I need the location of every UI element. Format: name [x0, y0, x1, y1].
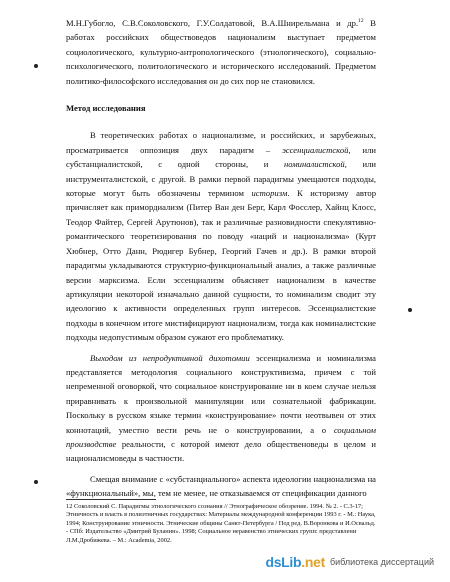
text-run: . К историзму автор причисляет как примордиализм (Питер Ван ден Берг, Карл Фосслер, Хайнц Клосс, Теодор Файтер, Сергей Арутюнов), так и различные разновидности спекулятивно-романтического теоретизирования по поводу «наций и национализма» (Курт Хюбнер, Отто Данн, Рюдигер Бубнер, Георгий Гачев и др.). В рамки второй парадигмы укладываются структурно-функциональный анализ, а также различные версии марксизма. Если эссенциализм объясняет национализм в качестве артикуляции некоторой изначально данной сущности, то номинализм сводит эту идеологию к активности определенных групп интересов. Эссенциалистские подходы в конечном итоге мистифицируют национализм, тогда как номиналистские подходы недопустимым образом сужают его проблематику. [66, 188, 376, 343]
text-run: , или инструменталистской, с другой. В рамки первой парадигмы умещаются подходы, которые могут быть обозначены термином [66, 159, 376, 199]
footnote-12: 12 Соколовский С. Парадигмы этнологического сознания // Этнографическое обозрение. 1994. № 2. - С.3-17; Этничность и власть в полиэтничных государствах: Материалы международной конференции 1993 г. - М.: Наука, 1994; Конструирование этничности. Этнические общины Санкт-Петербурга / Под ред. В.Воронкова и И.Освальд. - СПб: Издательство «Дмитрий Буланин». 1998; Социальное неравенство этнических групп: представлени [66, 503, 376, 536]
watermark-caption: библиотека диссертаций [329, 557, 434, 567]
paragraph-paradigms [66, 128, 376, 344]
emphasis: историзм [251, 188, 288, 199]
footnote-ref: 12 [358, 18, 364, 25]
footnotes [66, 499, 376, 545]
logo-suffix: .net [301, 554, 325, 570]
emphasis: номиналистской [283, 159, 345, 170]
text-run: В теоретических работах о национализме, и российских, и зарубежных, просматривается оппозиция двух парадигм – [66, 130, 376, 155]
paragraph-functional: Смещая внимание с «субстанциального» аспекта идеологии национализма на «функциональный», мы, тем не менее, не отказываемся от спецификации данного [66, 473, 376, 499]
main-text [66, 16, 376, 501]
dslib-logo [265, 554, 325, 570]
section-heading: Метод исследования [66, 103, 146, 114]
emphasis: Выходом из непродуктивной дихотомии [90, 352, 250, 363]
emphasis: эссенциалистской [282, 144, 349, 155]
margin-bullet-icon [34, 64, 38, 68]
margin-bullet-icon [408, 308, 412, 312]
text-run: эссенциализма и номинализма представляется методология социального конструктивизма, причем с той непременной оговоркой, что социальное конструирование ни в коем случае нельзя приравнивать к произвольной манипуляции или сознательной фабрикации. Поскольку в русском языке термин «конструирование» почти неотвывен от этих коннотаций, уместно вести речь не о конструировании, а о [66, 352, 376, 435]
logo-main: dsLib [265, 554, 302, 570]
footnote-12-cont: Л.М.Дробижева. – М.: Academia, 2002. [66, 536, 172, 544]
intro-paragraph [66, 16, 376, 88]
emphasis: социальном производстве [66, 424, 376, 449]
margin-bullet-icon [34, 480, 38, 484]
intro-text: М.Н.Губогло, С.В.Соколовского, Г.У.Солдатовой, В.А.Шнирельмана и др. [66, 18, 359, 28]
footnote-rule [66, 499, 156, 500]
site-watermark[interactable] [261, 552, 438, 572]
intro-text-cont: В работах российских обществоведов национализм выступает предметом социологического, культурно-антропологического (этнологического), социально-психологического, политологического и исторического исследований. Предметом политико-философского исследования он до сих пор не становился. [66, 18, 376, 86]
text-run: реальности, с которой имеют дело общественоведы в целом и националисмоведы в частности. [66, 438, 376, 464]
text-run: , или субстанциалистской, с одной стороны, и [66, 144, 376, 170]
paragraph-constructivism [66, 351, 376, 466]
